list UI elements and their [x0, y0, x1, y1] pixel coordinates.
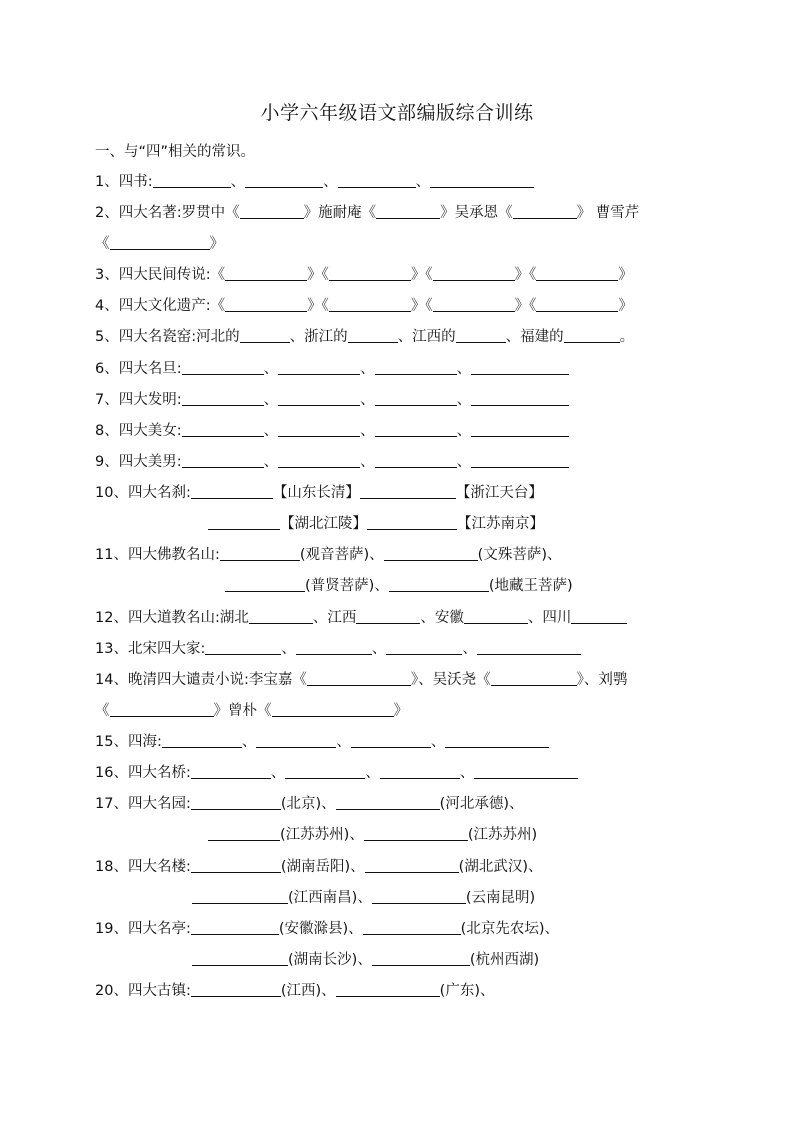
question-line — [95, 483, 705, 503]
page-title: 小学六年级语文部编版综合训练 — [260, 102, 534, 124]
question-text: 10、四大名刹: — [95, 485, 191, 501]
answer-blank[interactable] — [285, 764, 365, 779]
question-text: 11、四大佛教名山: — [95, 547, 220, 563]
question-line — [95, 794, 705, 814]
question-text: 【浙江天台】 — [455, 485, 543, 501]
answer-blank[interactable] — [564, 328, 620, 343]
question-text: 、江西的 — [397, 329, 456, 345]
question-text: 《 — [95, 703, 110, 719]
question-text: 、 — [430, 734, 446, 750]
question-text: 、 — [456, 423, 472, 439]
question-text: 》吴承恩《 — [440, 205, 513, 221]
question-line — [95, 327, 705, 347]
question-text: 》 — [618, 267, 633, 283]
question-text: 【湖北江陵】 — [280, 516, 367, 532]
answer-blank[interactable] — [225, 266, 307, 281]
question-line — [95, 701, 705, 721]
answer-blank[interactable] — [491, 671, 577, 686]
question-line — [95, 172, 705, 192]
answer-blank[interactable] — [360, 484, 456, 499]
question-line — [95, 919, 705, 939]
question-text: 15、四海: — [95, 734, 162, 750]
section-heading: 一、与“四”相关的常识。 — [95, 144, 256, 160]
answer-blank[interactable] — [389, 577, 489, 592]
question-text: (杭州西湖) — [469, 952, 540, 968]
answer-blank[interactable] — [191, 484, 273, 499]
answer-blank[interactable] — [372, 889, 466, 904]
question-text: 13、北宋四大家: — [95, 641, 206, 657]
question-text: 》《 — [307, 267, 329, 283]
question-text: (湖南岳阳)、 — [280, 859, 365, 875]
question-text: 、 — [415, 174, 431, 190]
answer-blank[interactable] — [225, 297, 307, 312]
answer-blank[interactable] — [386, 640, 462, 655]
question-text: 、 — [360, 361, 375, 377]
answer-blank[interactable] — [445, 733, 549, 748]
question-text: 16、四大名桥: — [95, 765, 191, 781]
question-text: 4、四大文化遗产:《 — [95, 298, 226, 314]
question-text: (地藏王菩萨) — [488, 578, 573, 594]
question-text: 、 — [241, 734, 257, 750]
question-text: 、安徽 — [420, 610, 464, 626]
question-line — [225, 576, 794, 596]
question-text: 》《 — [514, 267, 537, 283]
question-line — [95, 981, 705, 1001]
answer-blank[interactable] — [375, 453, 457, 468]
answer-blank[interactable] — [205, 640, 281, 655]
question-text: 、 — [323, 174, 338, 190]
question-text: 、四川 — [527, 610, 572, 626]
question-text: 、 — [456, 454, 472, 470]
question-text: 、 — [456, 392, 472, 408]
question-line — [208, 514, 794, 534]
answer-blank[interactable] — [471, 360, 569, 375]
question-text: 1、四书: — [95, 174, 153, 190]
question-text: (云南昆明) — [465, 890, 536, 906]
question-text: (湖北武汉)、 — [458, 859, 543, 875]
question-line — [95, 296, 705, 316]
answer-blank[interactable] — [433, 266, 515, 281]
question-line — [95, 670, 705, 690]
question-text: (广东)、 — [439, 983, 495, 999]
question-line — [95, 608, 705, 628]
question-line — [95, 265, 705, 285]
question-text: 19、四大名亭: — [95, 921, 191, 937]
answer-blank[interactable] — [245, 173, 323, 188]
answer-blank[interactable] — [249, 609, 313, 624]
answer-blank[interactable] — [536, 297, 618, 312]
question-text: 、江西 — [312, 610, 357, 626]
question-text: (江苏苏州)、 — [280, 827, 364, 843]
question-text: 5、四大名瓷窑:河北的 — [95, 329, 240, 345]
question-text: 、 — [360, 454, 375, 470]
question-text: (北京先农坛)、 — [460, 921, 559, 937]
question-text: 6、四大名旦: — [95, 361, 182, 377]
answer-blank[interactable] — [191, 795, 281, 810]
question-text: 20、四大古镇: — [95, 983, 191, 999]
question-text: 、 — [459, 765, 475, 781]
question-text: 》 — [209, 236, 224, 252]
question-text: 》、刘鹗 — [576, 672, 628, 688]
answer-blank[interactable] — [338, 173, 416, 188]
question-text: (文殊菩萨)、 — [477, 547, 562, 563]
question-line — [95, 359, 705, 379]
question-text: 、 — [263, 454, 279, 470]
question-line — [95, 203, 705, 223]
answer-blank[interactable] — [208, 515, 280, 530]
answer-blank[interactable] — [513, 204, 577, 219]
question-text: 、 — [360, 392, 375, 408]
answer-blank[interactable] — [471, 453, 569, 468]
answer-blank[interactable] — [278, 360, 360, 375]
answer-blank[interactable] — [571, 609, 627, 624]
answer-blank[interactable] — [375, 422, 457, 437]
answer-blank[interactable] — [240, 328, 290, 343]
question-text: 》曾朴《 — [213, 703, 272, 719]
answer-blank[interactable] — [351, 733, 431, 748]
answer-blank[interactable] — [375, 391, 457, 406]
answer-blank[interactable] — [430, 173, 534, 188]
answer-blank[interactable] — [474, 764, 578, 779]
question-line — [95, 234, 705, 254]
answer-blank[interactable] — [375, 360, 457, 375]
answer-blank[interactable] — [384, 546, 478, 561]
answer-blank[interactable] — [110, 702, 214, 717]
answer-blank[interactable] — [182, 453, 264, 468]
question-text: (观音菩萨)、 — [299, 547, 384, 563]
question-text: 、 — [230, 174, 246, 190]
answer-blank[interactable] — [256, 733, 336, 748]
question-line — [95, 421, 705, 441]
answer-blank[interactable] — [278, 391, 360, 406]
question-text: 《 — [95, 236, 110, 252]
answer-blank[interactable] — [153, 173, 231, 188]
question-text: 》《 — [307, 298, 329, 314]
answer-blank[interactable] — [363, 920, 461, 935]
answer-blank[interactable] — [433, 297, 515, 312]
answer-blank[interactable] — [365, 858, 459, 873]
question-text: 8、四大美女: — [95, 423, 182, 439]
question-text: 12、四大道教名山:湖北 — [95, 610, 249, 626]
question-text: 、 — [371, 641, 387, 657]
question-text: 3、四大民间传说:《 — [95, 267, 226, 283]
answer-blank[interactable] — [348, 328, 398, 343]
question-text: (普贤菩萨)、 — [305, 578, 389, 594]
answer-blank[interactable] — [225, 577, 305, 592]
question-text: 》 — [393, 703, 408, 719]
question-text: 、 — [336, 734, 351, 750]
question-line — [95, 545, 705, 565]
question-text: (北京)、 — [280, 796, 336, 812]
question-line — [192, 888, 794, 908]
question-line — [95, 732, 705, 752]
question-line — [95, 857, 705, 877]
question-text: 14、晚清四大谴责小说:李宝嘉《 — [95, 672, 307, 688]
question-text: 、 — [263, 423, 279, 439]
question-text: 、浙江的 — [289, 329, 348, 345]
question-line — [208, 825, 794, 845]
answer-blank[interactable] — [307, 671, 411, 686]
question-text: (江苏苏州) — [467, 827, 538, 843]
answer-blank[interactable] — [471, 391, 569, 406]
answer-blank[interactable] — [464, 609, 528, 624]
question-text: 、 — [263, 361, 279, 377]
answer-blank[interactable] — [356, 609, 420, 624]
answer-blank[interactable] — [471, 422, 569, 437]
answer-blank[interactable] — [329, 266, 411, 281]
question-text: (江西南昌)、 — [288, 890, 372, 906]
answer-blank[interactable] — [329, 297, 411, 312]
question-text: 7、四大发明: — [95, 392, 182, 408]
question-text: 17、四大名园: — [95, 796, 191, 812]
question-text: 、 — [360, 423, 375, 439]
question-text: 、 — [365, 765, 380, 781]
question-text: 18、四大名楼: — [95, 859, 191, 875]
answer-blank[interactable] — [240, 204, 304, 219]
question-line — [95, 452, 705, 472]
answer-blank[interactable] — [278, 453, 360, 468]
question-text: 、福建的 — [505, 329, 564, 345]
question-text: 、 — [281, 641, 296, 657]
answer-blank[interactable] — [296, 640, 372, 655]
question-text: 【江苏南京】 — [457, 516, 544, 532]
question-line — [192, 950, 794, 970]
question-text: (江西)、 — [280, 983, 336, 999]
question-text: (湖南长沙)、 — [288, 952, 372, 968]
answer-blank[interactable] — [272, 702, 394, 717]
answer-blank[interactable] — [191, 764, 271, 779]
answer-blank[interactable] — [456, 328, 506, 343]
question-text: 》、吴沃尧《 — [410, 672, 491, 688]
answer-blank[interactable] — [191, 982, 281, 997]
answer-blank[interactable] — [182, 422, 264, 437]
question-text: (安徽滁县)、 — [278, 921, 363, 937]
question-text: 。 — [619, 329, 635, 345]
question-line — [95, 763, 705, 783]
question-text: 9、四大美男: — [95, 454, 182, 470]
answer-blank[interactable] — [336, 982, 440, 997]
answer-blank[interactable] — [364, 826, 468, 841]
question-text: 》 — [618, 298, 633, 314]
answer-blank[interactable] — [191, 920, 279, 935]
answer-blank[interactable] — [336, 795, 440, 810]
answer-blank[interactable] — [182, 391, 264, 406]
answer-blank[interactable] — [477, 640, 581, 655]
answer-blank[interactable] — [110, 235, 210, 250]
question-text: 【山东长清】 — [272, 485, 360, 501]
answer-blank[interactable] — [162, 733, 242, 748]
question-text: 》《 — [410, 298, 433, 314]
answer-blank[interactable] — [380, 764, 460, 779]
question-text: 》《 — [514, 298, 537, 314]
answer-blank[interactable] — [376, 204, 440, 219]
answer-blank[interactable] — [220, 546, 300, 561]
answer-blank[interactable] — [192, 889, 288, 904]
answer-blank[interactable] — [367, 515, 457, 530]
question-line — [95, 639, 705, 659]
question-text: 、 — [270, 765, 286, 781]
question-text: 、 — [456, 361, 472, 377]
question-text: 》《 — [410, 267, 433, 283]
answer-blank[interactable] — [536, 266, 618, 281]
question-text: 2、四大名著:罗贯中《 — [95, 205, 240, 221]
answer-blank[interactable] — [278, 422, 360, 437]
question-text: 、 — [462, 641, 477, 657]
answer-blank[interactable] — [372, 951, 470, 966]
answer-blank[interactable] — [208, 826, 280, 841]
question-line — [95, 390, 705, 410]
answer-blank[interactable] — [191, 858, 281, 873]
question-text: 、 — [263, 392, 279, 408]
answer-blank[interactable] — [182, 360, 264, 375]
question-text: 》施耐庵《 — [303, 205, 377, 221]
answer-blank[interactable] — [192, 951, 288, 966]
question-text: 》 曹雪芹 — [576, 205, 640, 221]
question-text: (河北承德)、 — [439, 796, 524, 812]
